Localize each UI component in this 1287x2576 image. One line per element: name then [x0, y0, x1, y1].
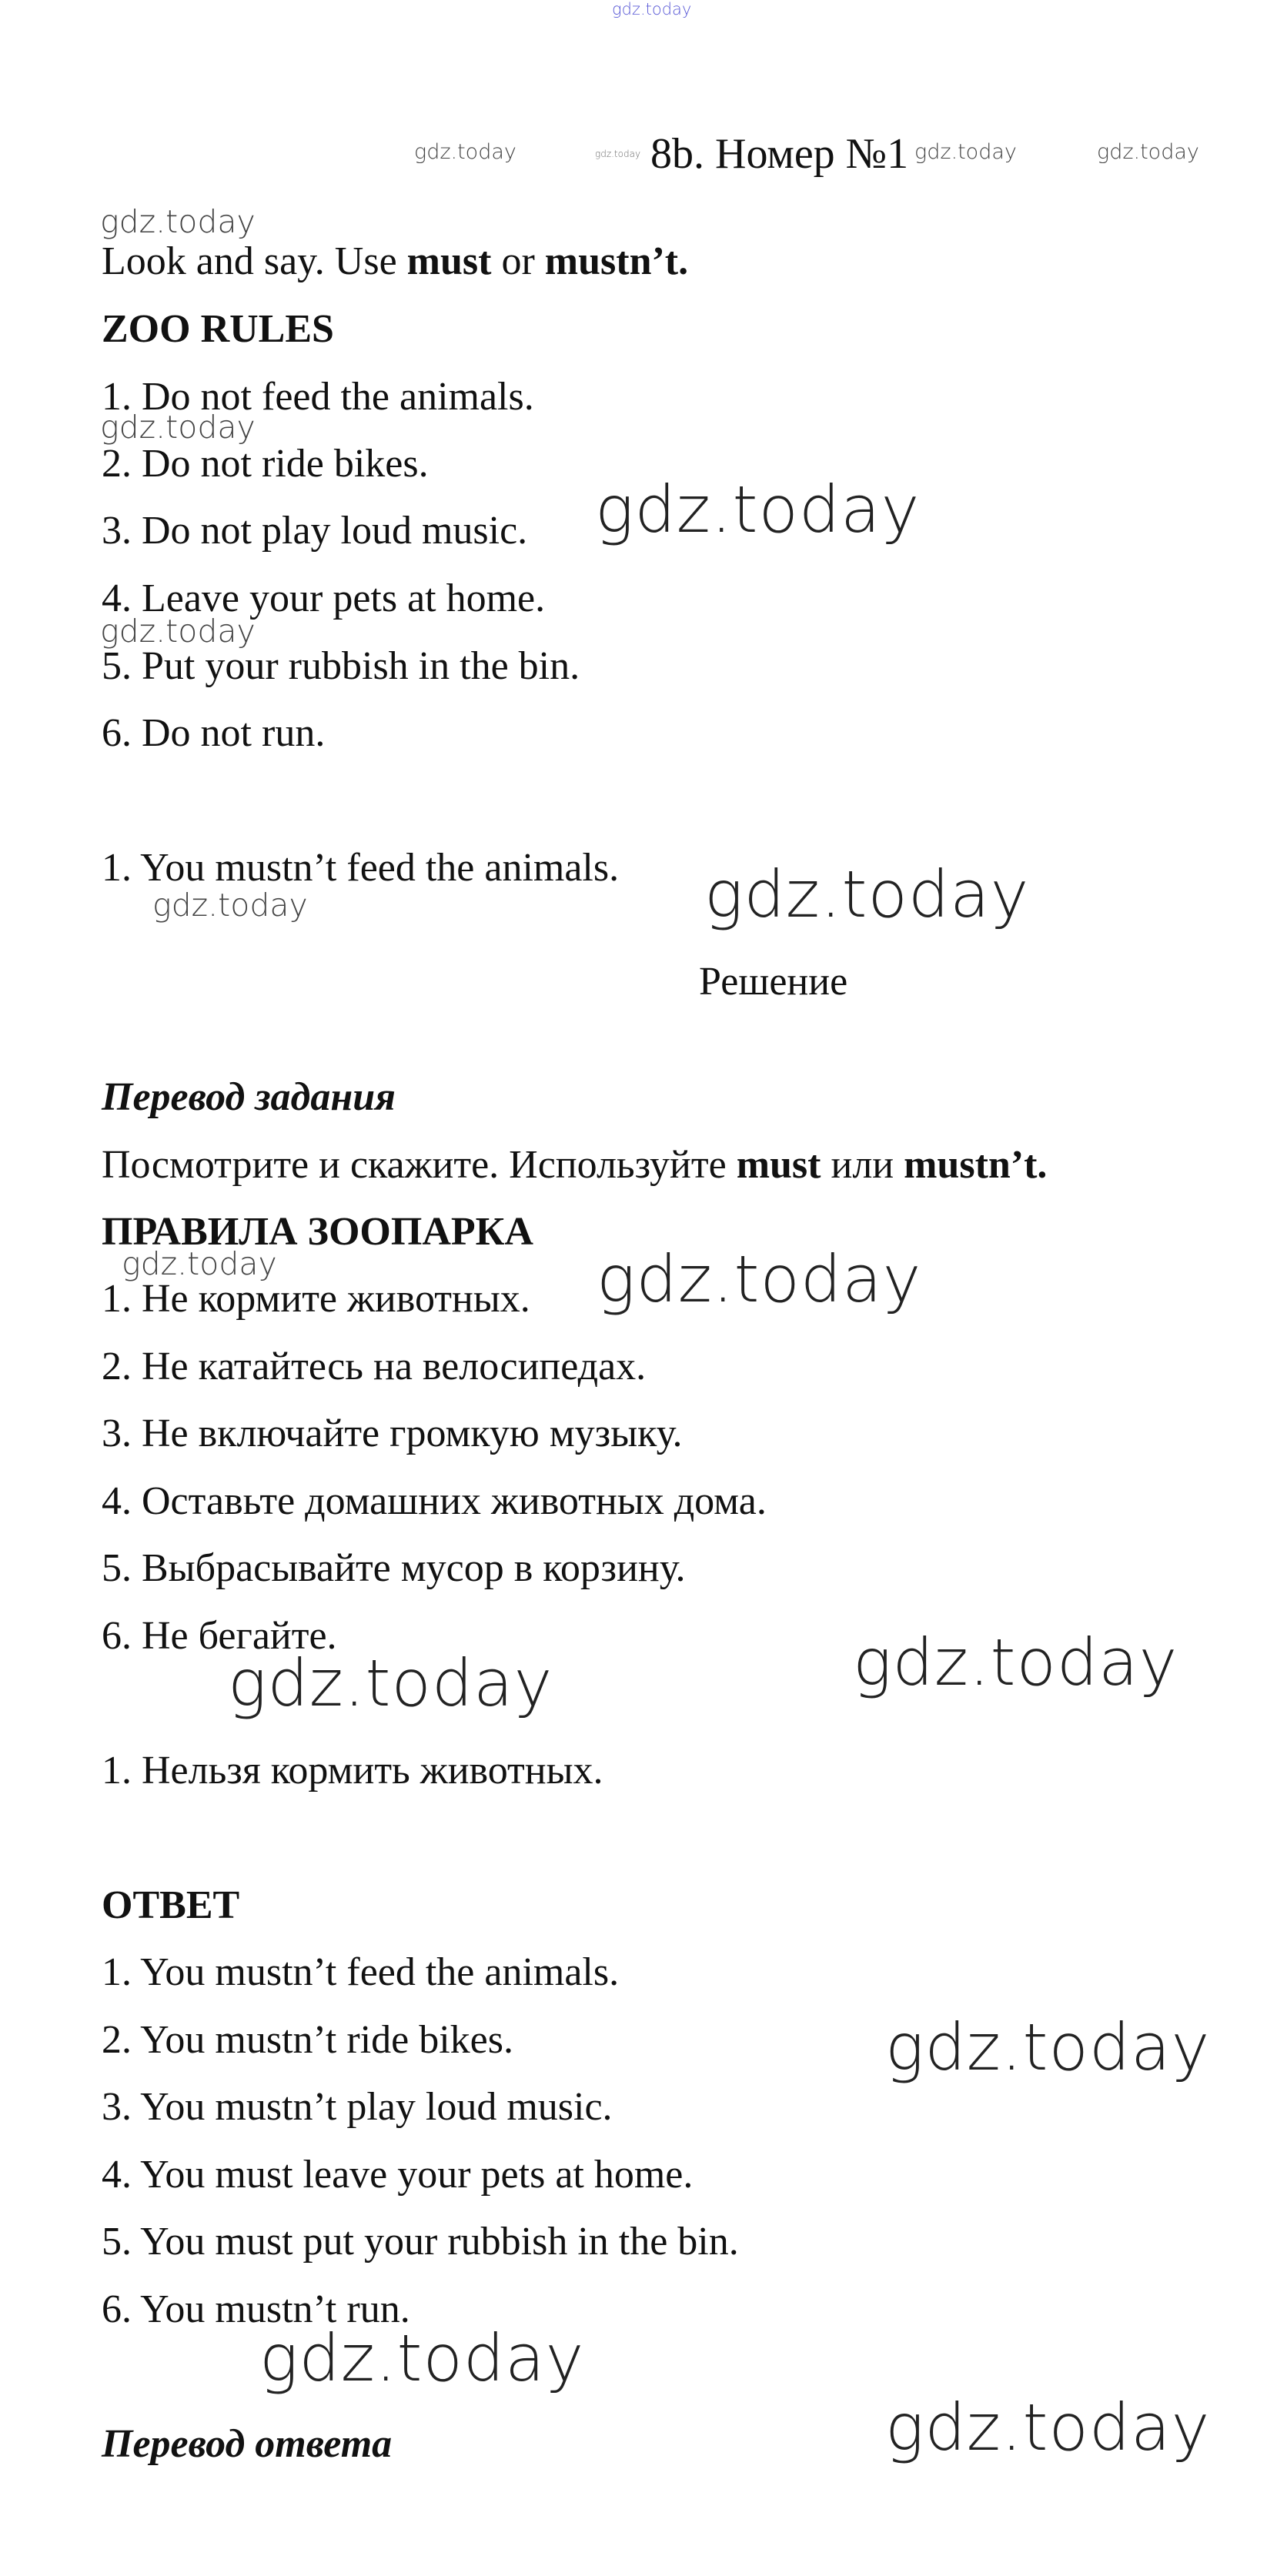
translation-example: 1. Нельзя кормить животных. [102, 1749, 603, 1793]
answer-line: 6. You mustn’t run. [102, 2287, 410, 2331]
translation-rule-item: 4. Оставьте домашних животных дома. [102, 1479, 767, 1523]
watermark: gdz.today [100, 409, 256, 446]
watermark: gdz.today [885, 2390, 1211, 2465]
translation-rule-item: 2. Не катайтесь на велосипедах. [102, 1345, 647, 1388]
keyword-must: must [736, 1143, 821, 1187]
task-example: 1. You mustn’t feed the animals. [102, 846, 620, 890]
rule-item: 5. Put your rubbish in the bin. [102, 644, 580, 688]
answer-line: 3. You mustn’t play loud music. [102, 2085, 613, 2129]
watermark: gdz.today [885, 2010, 1211, 2085]
translation-heading: Перевод задания [102, 1075, 396, 1119]
instruction-or: or [491, 239, 545, 283]
rule-item: 2. Do not ride bikes. [102, 442, 429, 486]
watermark: gdz.today [612, 0, 692, 18]
task-instruction [102, 239, 689, 283]
rule-item: 1. Do not feed the animals. [102, 375, 534, 419]
answer-line: 5. You must put your rubbish in the bin. [102, 2220, 739, 2264]
watermark: gdz.today [595, 149, 641, 159]
watermark: gdz.today [1097, 140, 1199, 164]
translation-rule-item: 5. Выбрасывайте мусор в корзину. [102, 1546, 686, 1590]
translation-rule-item: 1. Не кормите животных. [102, 1277, 530, 1321]
instruction-text: Look and say. Use [102, 239, 407, 283]
watermark: gdz.today [100, 203, 256, 240]
watermark: gdz.today [704, 857, 1030, 932]
instruction-text: Посмотрите и скажите. Используйте [102, 1143, 737, 1187]
watermark: gdz.today [100, 613, 256, 650]
translation-rule-item: 3. Не включайте громкую музыку. [102, 1412, 683, 1455]
watermark: gdz.today [259, 2320, 585, 2396]
rule-item: 3. Do not play loud music. [102, 509, 528, 553]
watermark: gdz.today [414, 140, 516, 164]
watermark: gdz.today [122, 1245, 277, 1282]
rule-item: 6. Do not run. [102, 711, 326, 755]
watermark: gdz.today [228, 1645, 553, 1721]
instruction-or: или [821, 1143, 904, 1187]
answer-line: 4. You must leave your pets at home. [102, 2153, 694, 2197]
keyword-must: must [406, 239, 492, 283]
watermark: gdz.today [597, 1241, 922, 1317]
translation-rule-item: 6. Не бегайте. [102, 1614, 337, 1658]
translation-rules-title: ПРАВИЛА ЗООПАРКА [102, 1210, 533, 1254]
answer-line: 1. You mustn’t feed the animals. [102, 1950, 620, 1994]
rule-item: 4. Leave your pets at home. [102, 576, 546, 620]
watermark: gdz.today [152, 887, 308, 924]
watermark: gdz.today [595, 472, 921, 547]
answer-translation-heading: Перевод ответа [102, 2422, 393, 2466]
answer-line: 2. You mustn’t ride bikes. [102, 2018, 513, 2062]
page-title: 8b. Номер №1 [650, 130, 909, 178]
watermark: gdz.today [914, 140, 1017, 164]
rules-title: ZOO RULES [102, 307, 334, 351]
answer-heading: ОТВЕТ [102, 1883, 240, 1927]
keyword-mustnt: mustn’t. [904, 1143, 1048, 1187]
keyword-mustnt: mustn’t. [544, 239, 689, 283]
translation-instruction [102, 1145, 1047, 1185]
watermark: gdz.today [853, 1625, 1178, 1700]
solution-label: Решение [699, 960, 848, 1004]
